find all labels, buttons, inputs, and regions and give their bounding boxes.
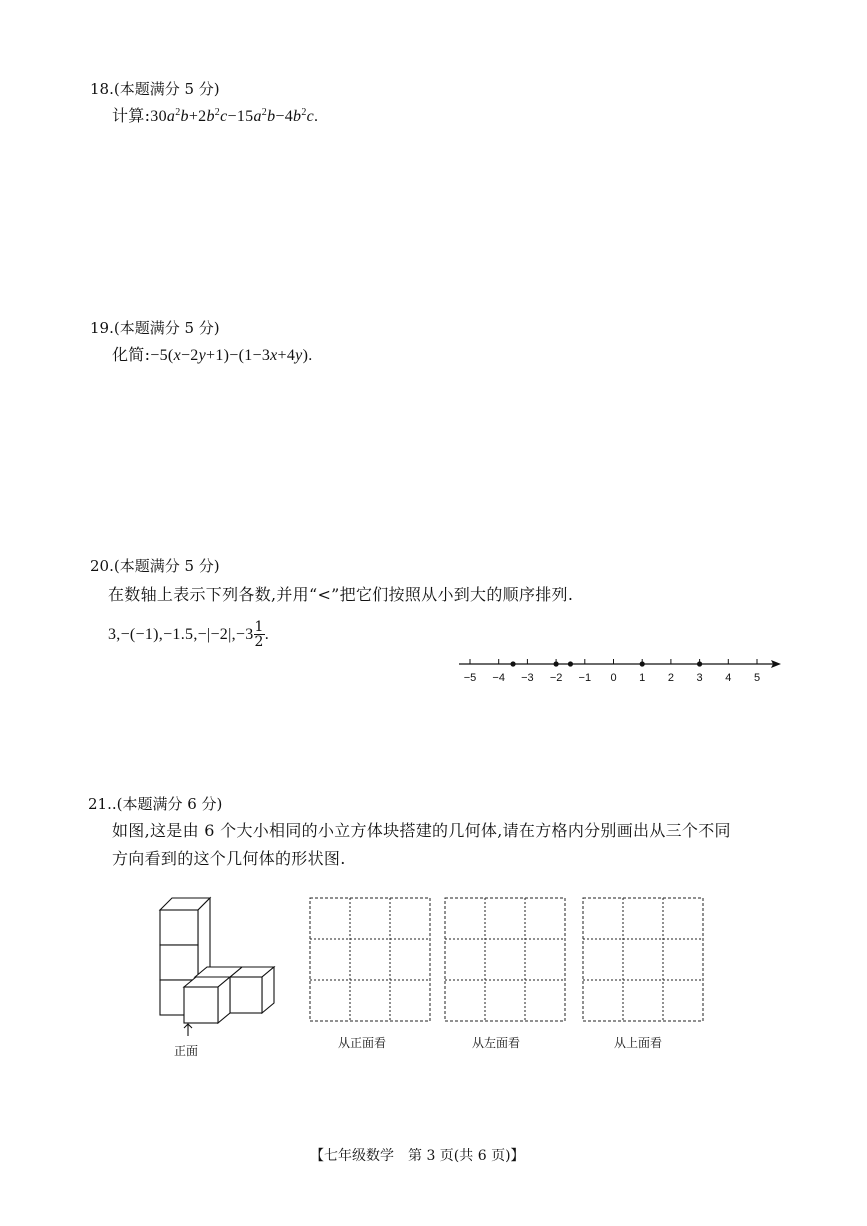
axis-point	[554, 661, 559, 666]
cube-front	[184, 977, 230, 1023]
q20-fraction: $\frac{1}{2}$	[254, 619, 264, 650]
q20-heading: 20.(本题满分 5 分)	[90, 557, 220, 575]
front-arrow	[184, 1024, 192, 1036]
q21-heading: 21..(本题满分 6 分)	[88, 795, 223, 813]
q19-expression	[112, 342, 313, 365]
axis-tick-label: 5	[753, 672, 761, 684]
q20-numbers: 3,−(−1),−1.5,−|−2|,−3 $\frac{1}{2}$ .	[108, 619, 270, 650]
q18-expression	[112, 103, 318, 126]
grid-left-view	[445, 898, 565, 1021]
axis-tick-label: 4	[725, 672, 732, 684]
axis-tick-label: −4	[492, 672, 505, 684]
axis-tick-label: 0	[610, 672, 617, 684]
view-grids	[300, 890, 720, 1030]
axis-point	[640, 661, 645, 666]
front-label: 正面	[174, 1044, 199, 1058]
page-footer: 【七年级数学 第 3 页(共 6 页)】	[310, 1148, 525, 1164]
q19-math: −5(x−2y+1)−(1−3x+4y).	[150, 347, 313, 364]
q18-prompt: 计算:	[112, 106, 151, 125]
q18-math: $30a^2b+2b^2c-15a^2b-4b^2c$.	[150, 107, 319, 125]
axis-tick-label: 3	[696, 672, 703, 684]
axis-tick-label: 2	[667, 672, 674, 684]
caption-front-view: 从正面看	[338, 1036, 387, 1050]
axis-tick-label: −5	[463, 672, 477, 684]
axis-tick-label: −2	[549, 672, 563, 684]
caption-top-view: 从上面看	[614, 1036, 663, 1050]
axis-tick-label: −1	[578, 672, 592, 684]
grid-front-view	[310, 898, 430, 1021]
grid-top-view	[583, 898, 703, 1021]
q20-number-list: 3,−(−1),−1.5,−|−2|,−3	[108, 626, 254, 643]
axis-tick-label: 1	[639, 672, 646, 684]
q21-instruction-line2: 方向看到的这个几何体的形状图.	[112, 849, 346, 868]
q20-instruction: 在数轴上表示下列各数,并用“<”把它们按照从小到大的顺序排列.	[108, 585, 574, 604]
axis-point	[510, 661, 515, 666]
cube-right	[230, 967, 274, 1013]
number-line	[455, 650, 790, 690]
axis-point	[568, 661, 573, 666]
q19-prompt: 化简:	[112, 345, 151, 364]
cube-figure	[150, 890, 285, 1040]
q18-heading: 18.(本题满分 5 分)	[90, 80, 220, 98]
q21-instruction-line1: 如图,这是由 6 个大小相同的小立方体块搭建的几何体,请在方格内分别画出从三个不同	[112, 821, 731, 840]
q19-heading: 19.(本题满分 5 分)	[90, 319, 220, 337]
axis-point	[697, 661, 702, 666]
caption-left-view: 从左面看	[472, 1036, 521, 1050]
axis-tick-label: −3	[521, 672, 534, 684]
